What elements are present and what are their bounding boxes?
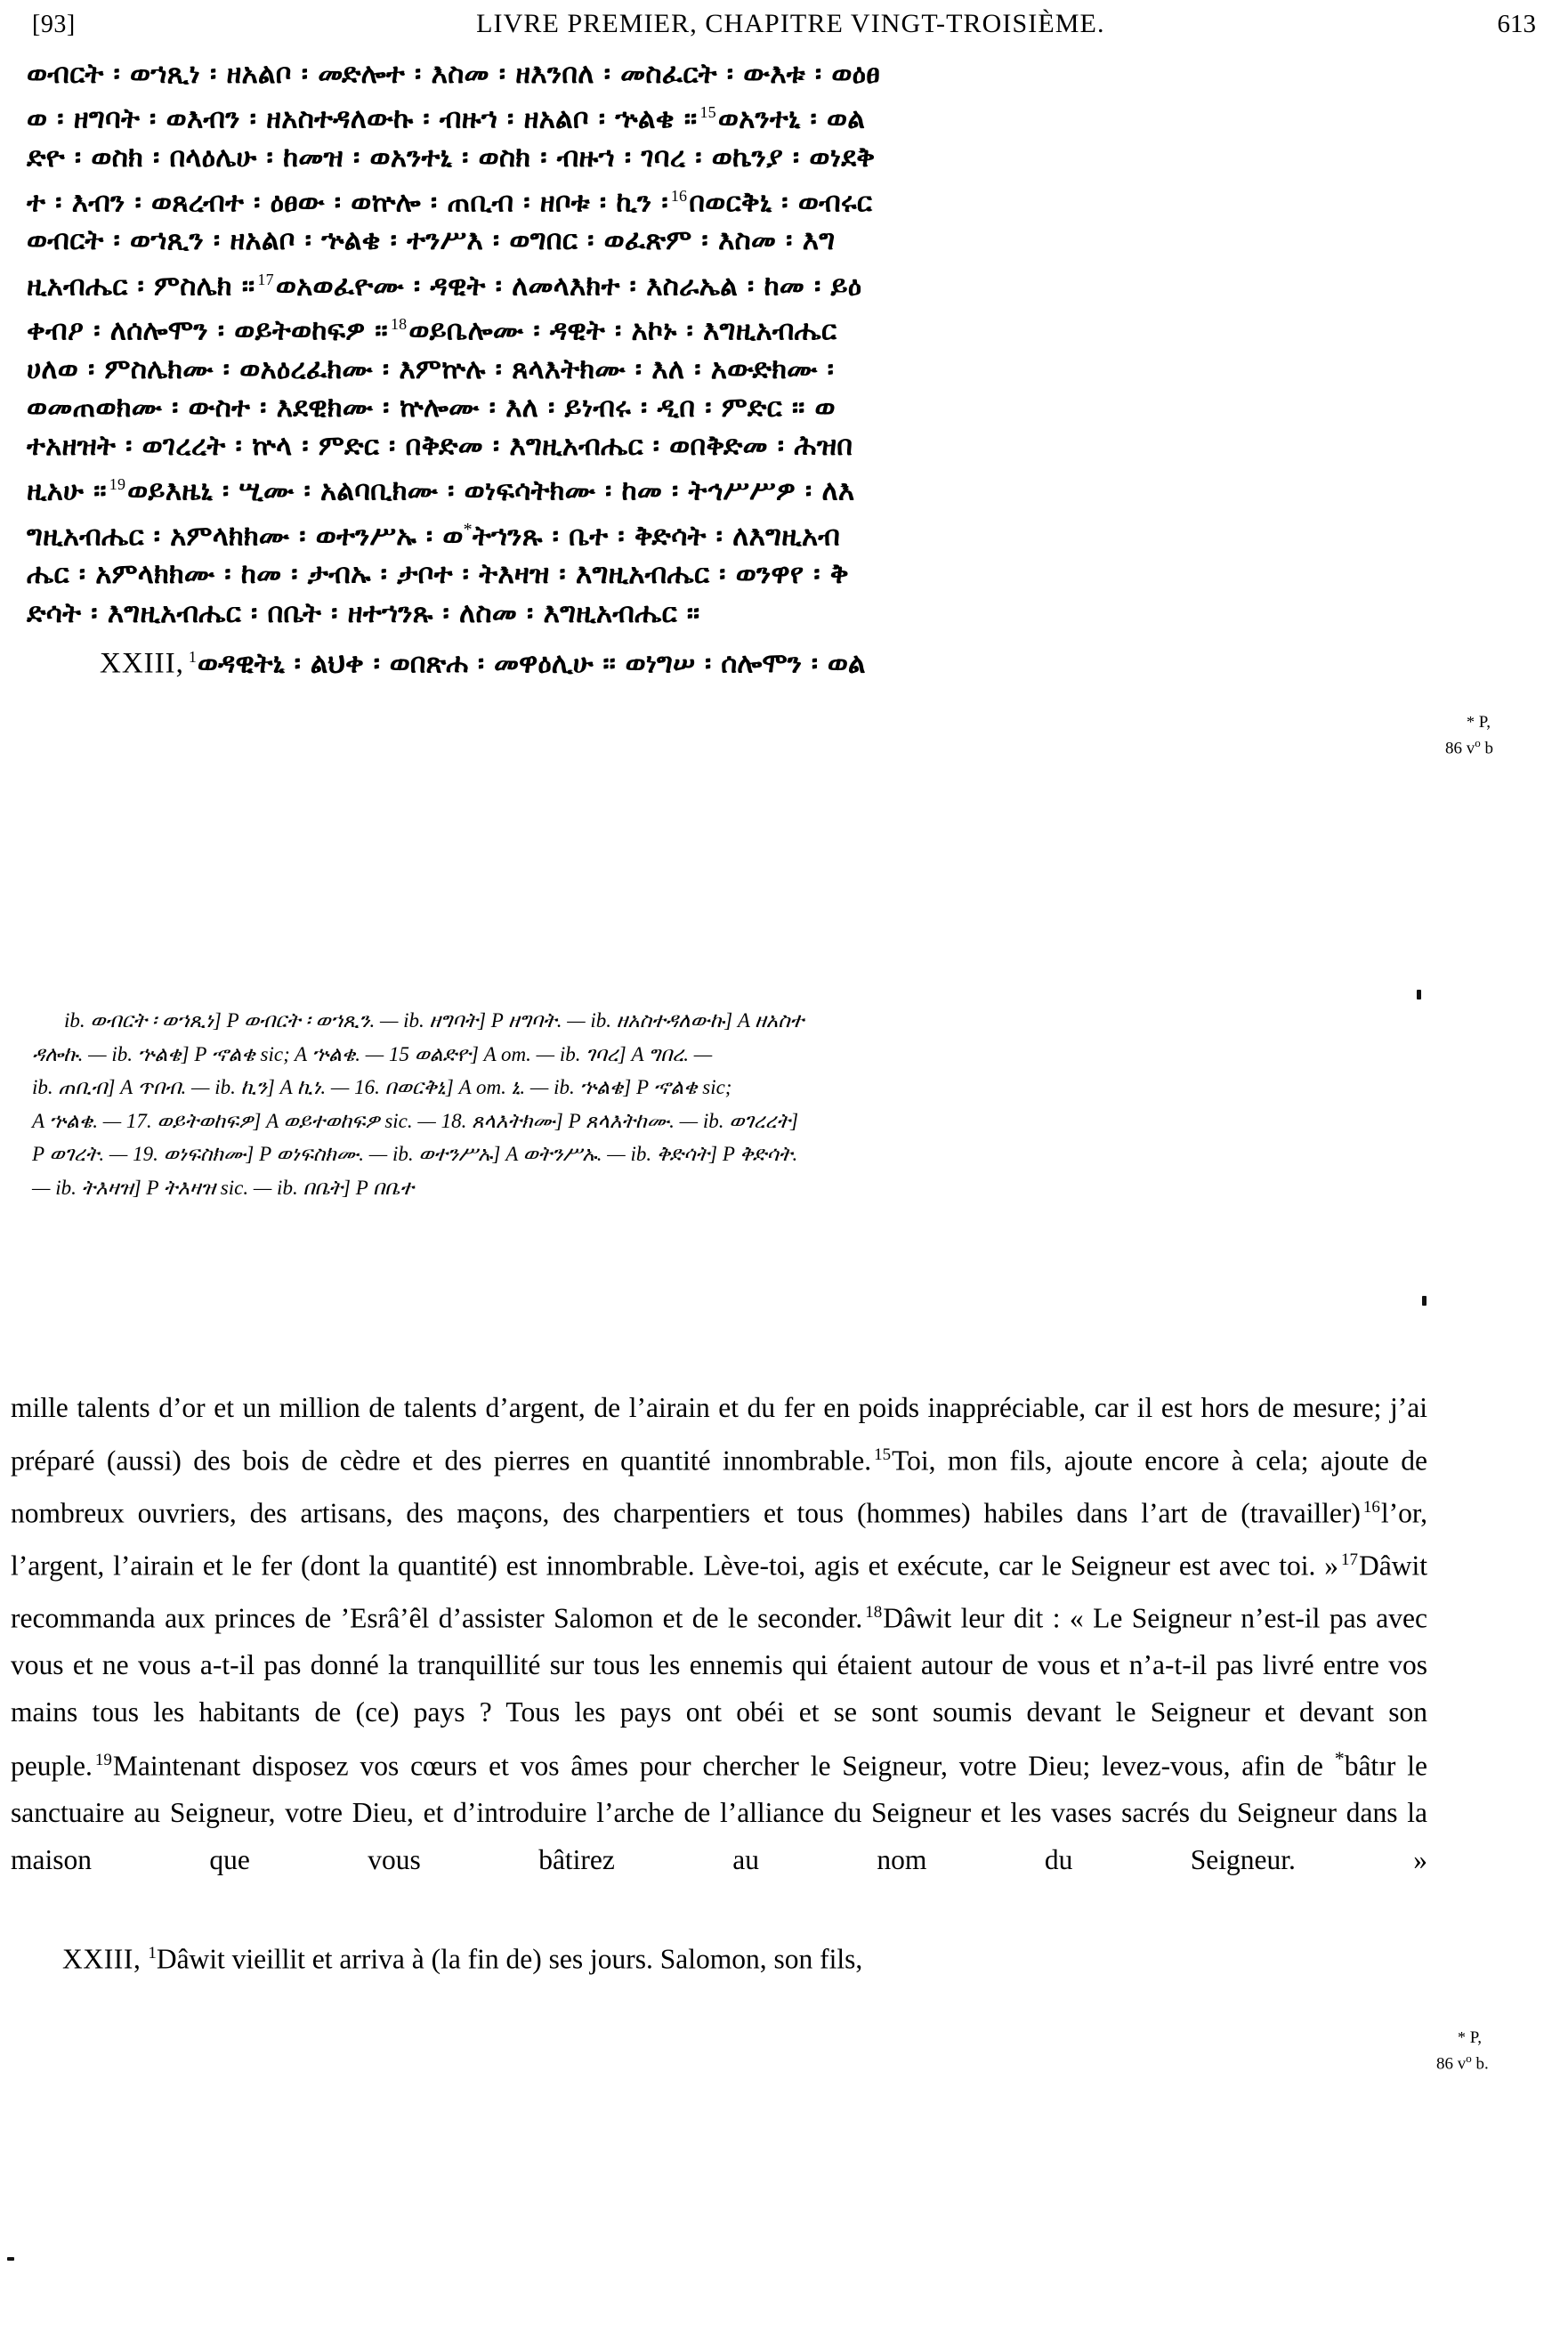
apparatus-line	[32, 1071, 1536, 1105]
apparatus-line	[32, 1171, 1536, 1205]
margin-note-siglum: P,	[1469, 2028, 1482, 2047]
margin-note-folio: 86	[1445, 739, 1462, 758]
apparatus-line-5: P ወገረት. — 19. ወነፍስክሙ] P ወነፍስክሙ. — ib. ወተንሥኡ] A ወትንሥኡ. — ib. ቅድሳት] P ቅድሳት.	[32, 1143, 798, 1165]
verse-number: 19	[94, 1751, 112, 1770]
verse-number: 1	[148, 1944, 157, 1963]
asterisk-marker: *	[1334, 1747, 1345, 1770]
geez-chapter-heading	[27, 633, 1451, 684]
page-title: LIVRE PREMIER, CHAPITRE VINGT-TROISIÈME.	[476, 9, 1105, 38]
asterisk-marker: *	[463, 519, 473, 539]
verse-number: 19	[109, 475, 126, 494]
geez-line	[27, 555, 1451, 594]
translation-segment-18: Dâwit leur dit : « Le Seigneur n’est-il pas avec vous et ne vous a-t-il pas donné la tranquillité sur tous les ennemis qui étaient autour de vous et n’a-t-il pas livré entre vos mains tous les habitants de (ce) pays ? Tous les pays ont obéi et se sont soumis devant le Seigneur et devant son peuple.	[11, 1602, 1427, 1782]
apparatus-line-4: A ኍልቄ. — 17. ወይትወከፍዎ] A ወይተወከፍዎ sic. — 18. ጸላእትክሙ] P ጸላእትከሙ. — ib. ወገረረት]	[32, 1109, 799, 1132]
geez-line	[27, 177, 1451, 223]
geez-line-text: ሔር ፡ አምላክክሙ ፡ ከመ ፡ ታብኡ ፡ ታቦተ ፡ ትእዛዝ ፡ እግዚአብሔር ፡ ወንዋየ ፡ ቅ	[27, 558, 849, 591]
chapter-number: XXIII,	[62, 1943, 141, 1975]
translation-segment-19a: Maintenant disposez vos cœurs et vos âmes pour chercher le Seigneur, votre Dieu; levez-vous, afin de	[112, 1750, 1323, 1782]
verse-number: 1	[188, 647, 197, 666]
translation-segment-16: l’or, l’argent, l’airain et le fer (dont la quantité) est innombrable. Lève-toi, agis et exécute, car le Seigneur est avec toi. »	[11, 1497, 1427, 1582]
ink-speck	[7, 2257, 14, 2261]
verse-number: 17	[1341, 1550, 1359, 1569]
apparatus-criticus	[32, 1004, 1536, 1204]
geez-line	[27, 389, 1451, 427]
geez-line-text-cont: ወአንተኒ ፡ ወል	[717, 102, 866, 135]
geez-line	[27, 595, 1451, 633]
page-number: 613	[1497, 10, 1536, 38]
geez-line-text-cont: በወርቅኒ ፡ ወብሩር	[689, 186, 873, 219]
translation-text-main: mille talents d’or et un million de talents d’argent, de l’airain et du fer en poids inappréciable, car il est hors de mesure; j’ai préparé (aussi) des bois de cèdre et des pierres en quantité innombrable.	[11, 1392, 1427, 1477]
geez-line	[27, 465, 1451, 511]
translation-segment-17: Dâwit recommanda aux princes de ’Esrâ’êl d’assister Salomon et de le seconder.	[11, 1550, 1427, 1634]
geez-line-text: ግዚአብሔር ፡ አምላክክሙ ፡ ወተንሥኡ ፡ ወ	[27, 520, 464, 553]
verse-number: 18	[865, 1602, 883, 1622]
verse-number: 16	[670, 186, 688, 205]
geez-line-text: ወብርት ፡ ወኀጺን ፡ ዘአልቦ ፡ ኍልቄ ፡ ተንሥእ ፡ ወግበር ፡ ወፈጽም ፡ እስመ ፡ እግ	[27, 224, 836, 257]
geez-line	[27, 261, 1451, 306]
margin-note-column: b.	[1475, 2054, 1489, 2074]
verse-number: 15	[699, 103, 716, 122]
geez-line	[27, 222, 1451, 260]
geez-line-text-cont: ወይእዜኒ ፡ ሢሙ ፡ አልባቢክሙ ፡ ወነፍሳትክሙ ፡ ከመ ፡ ትኅሥሥዎ ፡ ለእ	[127, 474, 855, 507]
margin-folio-note	[1435, 2027, 1559, 2074]
apparatus-line	[32, 1004, 1536, 1038]
running-head	[32, 9, 1536, 50]
ink-speck	[1422, 1296, 1427, 1306]
apparatus-line-2: ዳሎኩ. — ib. ኍልቄ] P ኆልቄ sic; A ኍልቄ. — 15 ወልድዮ] A om. — ib. ገባረ] A ግበረ. —	[32, 1042, 713, 1065]
margin-note-line-1	[1435, 2027, 1559, 2048]
folio-bracket: [93]	[32, 11, 76, 38]
geez-line	[27, 511, 1451, 556]
apparatus-line-1: ib. ወብርት ፡ ወኀጺነ] P ወብርት ፡ ወኀጺን. — ib. ዘግባት] P ዘግባት. — ib. ዘአስተዳለውኩ] A ዘአስተ	[64, 1009, 804, 1032]
margin-note-folio: 86	[1436, 2054, 1453, 2074]
geez-line-text-cont: ትኀንጹ ፡ ቤተ ፡ ቅድሳት ፡ ለእግዚአብ	[472, 520, 841, 553]
geez-line	[27, 427, 1451, 465]
margin-note-line-2	[1435, 2048, 1559, 2074]
apparatus-line	[32, 1038, 1536, 1072]
margin-note-line-1	[1443, 712, 1568, 732]
verse-number: 15	[874, 1445, 892, 1464]
geez-line-text: ወ ፡ ዘግባት ፡ ወእብን ፡ ዘአስተዳለውኩ ፡ ብዙኀ ፡ ዘአልቦ ፡ ኍልቄ ።	[27, 102, 698, 135]
translation-paragraph	[11, 1385, 1427, 1930]
geez-line-text: ወመጠወክሙ ፡ ውስተ ፡ እደዊክሙ ፡ ኵሎሙ ፡ እለ ፡ ይነብሩ ፡ ዲበ ፡ ምድር ። ወ	[27, 391, 836, 424]
verse-number: 17	[257, 270, 274, 288]
geez-line-text: ሀለወ ፡ ምስሌክሙ ፡ ወአዕረፈክሙ ፡ እምኵሉ ፡ ጸላእትክሙ ፡ እለ ፡ አውድክሙ ፡	[27, 352, 835, 385]
geez-line	[27, 305, 1451, 351]
geez-line-text: ዚአሁ ።	[27, 474, 107, 507]
geez-line-text: ድዮ ፡ ወስክ ፡ በላዕሌሁ ፡ ከመዝ ፡ ወአንተኒ ፡ ወስክ ፡ ብዙኀ ፡ ገባረ ፡ ወኬንያ ፡ ወነደቅ	[27, 141, 876, 174]
translation-segment-19b: bâtır le sanctuaire au Seigneur, votre Dieu, et d’introduire l’arche de l’alliance du Seigneur et les vases sacrés du Seigneur dans la maison que vous bâtirez au nom du Seigneur. »	[11, 1750, 1427, 1875]
margin-note-verso: v	[1466, 739, 1475, 758]
apparatus-line	[32, 1105, 1536, 1138]
geez-chapter-text: ወዳዊትኒ ፡ ልህቀ ፡ ወበጽሐ ፡ መዋዕሊሁ ። ወነግሠ ፡ ሰሎሞን ፡ ወል	[197, 647, 866, 680]
margin-note-sup: o	[1466, 2052, 1472, 2065]
geez-line-text: ድሳት ፡ እግዚአብሔር ፡ በቤት ፡ ዘተኀንጹ ፡ ለስመ ፡ እግዚአብሔር ።	[27, 596, 700, 629]
geez-line-text-cont: ወአወፈዮሙ ፡ ዳዊት ፡ ለመላእክተ ፡ እስራኤል ፡ ከመ ፡ ይዕ	[275, 270, 862, 302]
margin-note-column: b	[1484, 739, 1493, 758]
geez-line	[27, 351, 1451, 389]
geez-text-block	[27, 55, 1451, 683]
chapter-number: XXIII,	[100, 647, 184, 680]
verse-number: 18	[390, 315, 408, 334]
apparatus-line-3: ib. ጠቢብ] A ጥበብ. — ib. ኪን] A ኪነ. — 16. በወርቅኒ] A om. ኒ. — ib. ኍልቄ] P ኆልቄ sic;	[32, 1076, 732, 1098]
asterisk-icon: *	[1458, 2028, 1466, 2046]
geez-line-text: ዚአብሔር ፡ ምስሌክ ።	[27, 270, 255, 302]
geez-line	[27, 55, 1451, 93]
translation-final-text: Dâwit vieillit et arriva à (la fin de) ses jours. Salomon, son fils,	[156, 1943, 863, 1975]
margin-note-line-2	[1443, 732, 1568, 758]
geez-line-text: ተ ፡ እብን ፡ ወጸረብተ ፡ ዕፀው ፡ ወኵሎ ፡ ጠቢብ ፡ ዘቦቱ ፡ ኪን ፡	[27, 186, 668, 219]
geez-line	[27, 93, 1451, 139]
geez-line-text: ወብርት ፡ ወኀጺነ ፡ ዘአልቦ ፡ መድሎተ ፡ እስመ ፡ ዘእንበለ ፡ መስፈርት ፡ ውእቱ ፡ ወዕፀ	[27, 58, 880, 90]
french-translation	[11, 1385, 1427, 1983]
geez-line-text-cont: ወይቤሎሙ ፡ ዳዊት ፡ አኮኑ ፡ እግዚአብሔር	[408, 314, 837, 347]
ink-speck	[1417, 990, 1421, 999]
translation-segment-15: Toi, mon fils, ajoute encore à cela; ajoute de nombreux ouvriers, des artisans, des maçons, des charpentiers et tous (hommes) habiles dans l’art de (travailler)	[11, 1445, 1427, 1529]
geez-line-text: ቀብዖ ፡ ለሰሎሞን ፡ ወይትወከፍዎ ።	[27, 314, 388, 347]
verse-number: 16	[1362, 1497, 1380, 1517]
asterisk-icon: *	[1467, 713, 1475, 731]
margin-note-verso: v	[1457, 2054, 1467, 2074]
translation-final-paragraph	[11, 1930, 1427, 1983]
margin-note-sup: o	[1475, 736, 1481, 749]
geez-line	[27, 139, 1451, 177]
margin-folio-note	[1443, 712, 1568, 758]
apparatus-line	[32, 1137, 1536, 1171]
geez-line-text: ተአዘዝት ፡ ወገረረት ፡ ኵላ ፡ ምድር ፡ በቅድመ ፡ እግዚአብሔር ፡ ወበቅድመ ፡ ሕዝበ	[27, 430, 853, 463]
margin-note-siglum: P,	[1478, 713, 1491, 732]
apparatus-line-6: — ib. ትእዛዝ] P ትእዛዝ sic. — ib. በቤት] P በቤተ	[32, 1176, 414, 1199]
